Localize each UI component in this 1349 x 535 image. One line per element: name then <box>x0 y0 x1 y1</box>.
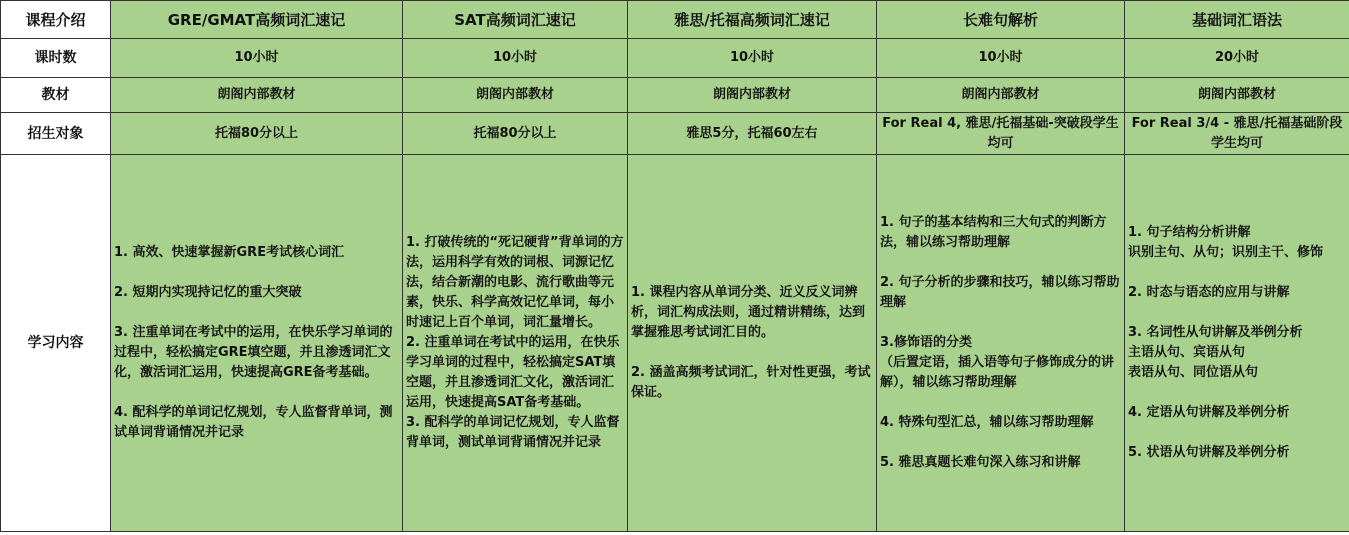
content-item: 识别主句、从句；识别主干、修饰 <box>1128 245 1324 260</box>
hours-cell: 10小时 <box>628 39 877 78</box>
course-header-gre: GRE/GMAT高频词汇速记 <box>111 1 403 39</box>
content-cell-sat <box>403 155 628 532</box>
content-item: 2. 句子分析的步骤和技巧，辅以练习帮助理解 <box>880 275 1120 310</box>
content-cell-ielts <box>628 155 877 532</box>
content-item: 3. 注重单词在考试中的运用，在快乐学习单词的过程中，轻松搞定GRE填空题，并且渗透词汇文化，激活词汇运用，快速提高GRE备考基础。 <box>114 325 393 380</box>
content-item: 5. 雅思真题长难句深入练习和讲解 <box>880 455 1081 470</box>
row-label-target: 招生对象 <box>1 113 111 155</box>
content-cell-gre <box>111 155 403 532</box>
course-header-sat: SAT高频词汇速记 <box>403 1 628 39</box>
content-item: 1. 打破传统的“死记硬背”背单词的方法，运用科学有效的词根、词源记忆法，结合新潮的电影、流行歌曲等元素，快乐、科学高效记忆单词，每小时速记上百个单词，词汇量增长。 <box>406 235 624 330</box>
target-cell: 雅思5分，托福60左右 <box>628 113 877 155</box>
materials-cell: 朗阁内部教材 <box>1125 78 1349 113</box>
content-item: 1. 课程内容从单词分类、近义反义词辨析，词汇构成法则，通过精讲精练，达到掌握雅思考试词汇目的。 <box>631 285 866 340</box>
target-row <box>1 113 1349 155</box>
content-cell-long-sentence <box>877 155 1125 532</box>
materials-cell: 朗阁内部教材 <box>111 78 403 113</box>
course-header-grammar: 基础词汇语法 <box>1125 1 1349 39</box>
content-item: 表语从句、同位语从句 <box>1128 365 1259 380</box>
target-cell: For Real 3/4 - 雅思/托福基础阶段学生均可 <box>1125 113 1349 155</box>
materials-cell: 朗阁内部教材 <box>403 78 628 113</box>
content-item: 4. 定语从句讲解及举例分析 <box>1128 405 1290 420</box>
hours-cell: 10小时 <box>111 39 403 78</box>
content-cell-grammar <box>1125 155 1349 532</box>
hours-cell: 20小时 <box>1125 39 1349 78</box>
content-item: 4. 特殊句型汇总，辅以练习帮助理解 <box>880 415 1094 430</box>
content-item: 1. 句子结构分析讲解 <box>1128 225 1251 240</box>
content-item: 1. 高效、快速掌握新GRE考试核心词汇 <box>114 245 345 260</box>
content-item: 1. 句子的基本结构和三大句式的判断方法，辅以练习帮助理解 <box>880 215 1107 250</box>
materials-row <box>1 78 1349 113</box>
content-item: 4. 配科学的单词记忆规划，专人监督背单词，测试单词背诵情况并记录 <box>114 405 393 440</box>
target-cell: 托福80分以上 <box>403 113 628 155</box>
content-item: 2. 注重单词在考试中的运用，在快乐学习单词的过程中，轻松搞定SAT填空题，并且渗透词汇文化，激活词汇运用，快速提高SAT备考基础。 <box>406 335 620 410</box>
content-item: 5. 状语从句讲解及举例分析 <box>1128 445 1290 460</box>
content-item: 3. 名词性从句讲解及举例分析 <box>1128 325 1303 340</box>
row-label-content: 学习内容 <box>1 155 111 532</box>
content-item: 2. 时态与语态的应用与讲解 <box>1128 285 1290 300</box>
content-item: 2. 涵盖高频考试词汇，针对性更强，考试保证。 <box>631 365 871 400</box>
row-label-hours: 课时数 <box>1 39 111 78</box>
header-label: 课程介绍 <box>1 1 111 39</box>
target-cell: 托福80分以上 <box>111 113 403 155</box>
row-label-materials: 教材 <box>1 78 111 113</box>
hours-cell: 10小时 <box>877 39 1125 78</box>
target-cell: For Real 4, 雅思/托福基础-突破段学生均可 <box>877 113 1125 155</box>
hours-row <box>1 39 1349 78</box>
content-item: （后置定语，插入语等句子修饰成分的讲解），辅以练习帮助理解 <box>880 355 1115 390</box>
content-row <box>1 155 1349 532</box>
content-item: 主语从句、宾语从句 <box>1128 345 1246 360</box>
course-header-ielts: 雅思/托福高频词汇速记 <box>628 1 877 39</box>
materials-cell: 朗阁内部教材 <box>628 78 877 113</box>
course-header-long-sentence: 长难句解析 <box>877 1 1125 39</box>
header-row <box>1 1 1349 39</box>
content-item: 3. 配科学的单词记忆规划，专人监督背单词，测试单词背诵情况并记录 <box>406 415 620 450</box>
content-item: 3.修饰语的分类 <box>880 335 972 350</box>
materials-cell: 朗阁内部教材 <box>877 78 1125 113</box>
content-item: 2. 短期内实现持记忆的重大突破 <box>114 285 302 300</box>
hours-cell: 10小时 <box>403 39 628 78</box>
